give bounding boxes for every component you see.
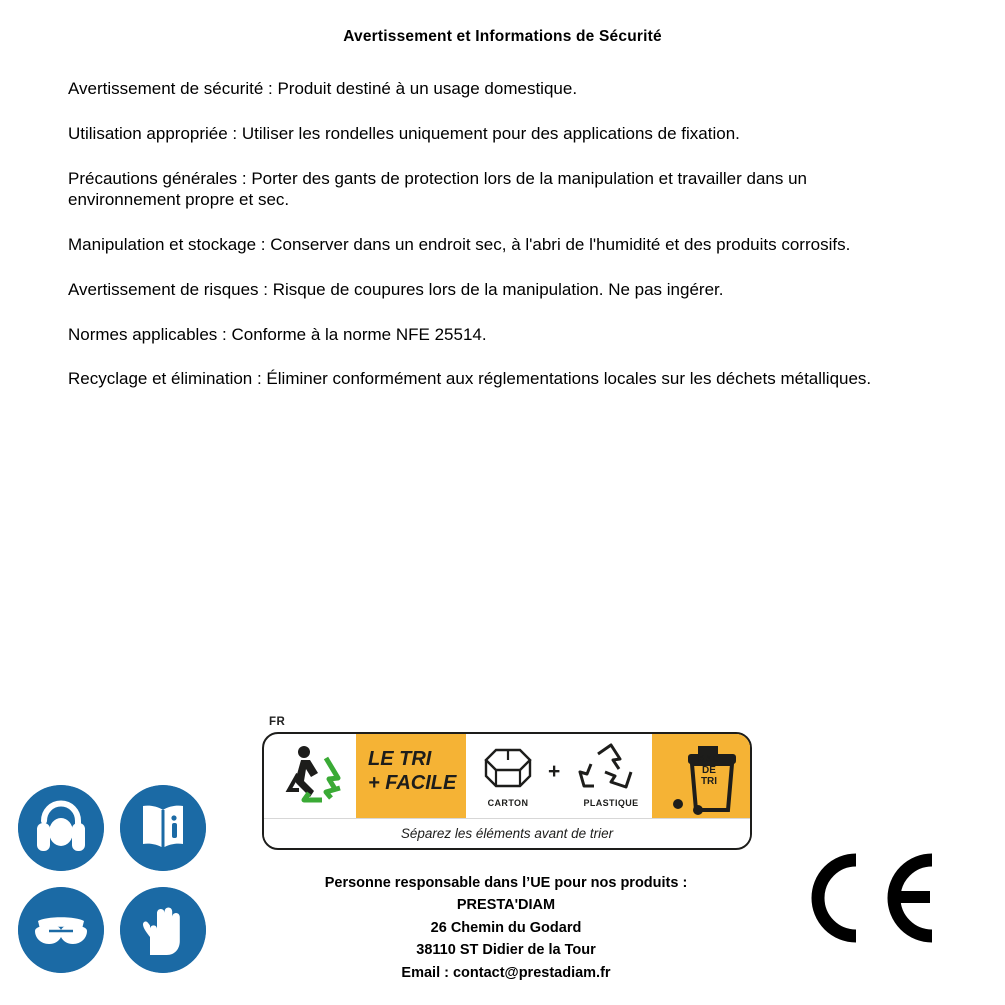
- plastique-label: PLASTIQUE: [583, 798, 639, 808]
- bin-label-line2: DE: [702, 765, 716, 777]
- company-address: 26 Chemin du Godard: [430, 919, 582, 936]
- carton-label: CARTON: [487, 798, 529, 808]
- paragraph-recycling-disposal: Recyclage et élimination : Éliminer conformément aux réglementations locales sur les déchets métalliques.: [68, 369, 872, 389]
- bin-label-line1: BAC: [698, 754, 720, 765]
- carton-box-icon: [472, 740, 544, 792]
- responsible-person-block: [223, 872, 789, 984]
- ce-mark-icon: [800, 848, 950, 948]
- paragraph-general-precautions: Précautions générales : Porter des gants de protection lors de la manipulation et travailler dans un environnement propre et sec.: [68, 168, 807, 210]
- plastique-icon-group: [570, 740, 652, 808]
- page-title: Avertissement et Informations de Sécurité: [343, 28, 662, 45]
- responsible-person-eu: UE: [530, 875, 551, 891]
- paragraph-handling-storage: Manipulation et stockage : Conserver dans un endroit sec, à l'abri de l'humidité et des produits corrosifs.: [68, 235, 851, 254]
- label-slogan-line1: LE TRI: [368, 748, 432, 770]
- company-city: 38110 ST Didier de la Tour: [416, 942, 596, 959]
- label-plus-sign: +: [548, 760, 561, 783]
- read-instructions-icon: [120, 785, 206, 871]
- paragraph-risk-warning: Avertissement de risques : Risque de coupures lors de la manipulation. Ne pas ingérer.: [68, 279, 724, 299]
- label-slogan-line2: + FACILE: [368, 772, 457, 795]
- label-slogan: [368, 747, 464, 796]
- ear-protection-icon: [18, 785, 104, 871]
- label-footer-text: Séparez les éléments avant de trier: [264, 818, 750, 847]
- paragraph-proper-use: Utilisation appropriée : Utiliser les rondelles uniquement pour des applications de fixation.: [68, 123, 740, 143]
- safety-information-text: [68, 78, 920, 413]
- label-language-code: FR: [269, 716, 286, 728]
- paragraph-applicable-standards: Normes applicables : Conforme à la norme NFE 25514.: [68, 324, 487, 344]
- responsible-person-suffix: pour nos produits :: [550, 875, 688, 891]
- responsible-person-prefix: Personne responsable dans l’: [324, 875, 531, 891]
- company-email: Email : contact@prestadiam.fr: [401, 964, 611, 981]
- responsible-person-line: [223, 872, 789, 894]
- safety-pictograms: [18, 785, 214, 981]
- hand-protection-gloves-icon: [120, 887, 206, 973]
- eye-protection-icon: [18, 887, 104, 973]
- recycle-label-box: [262, 732, 752, 850]
- paragraph-safety-warning: Avertissement de sécurité : Produit destiné à un usage domestique.: [68, 79, 578, 98]
- triman-recycling-label: [262, 716, 750, 848]
- bin-label-line3: TRI: [700, 776, 718, 788]
- company-name: PRESTA'DIAM: [456, 897, 556, 914]
- carton-icon-group: [472, 740, 544, 808]
- bin-label: [686, 754, 732, 788]
- triman-symbol-icon: [274, 740, 352, 812]
- mobius-recycling-icon: [576, 740, 646, 792]
